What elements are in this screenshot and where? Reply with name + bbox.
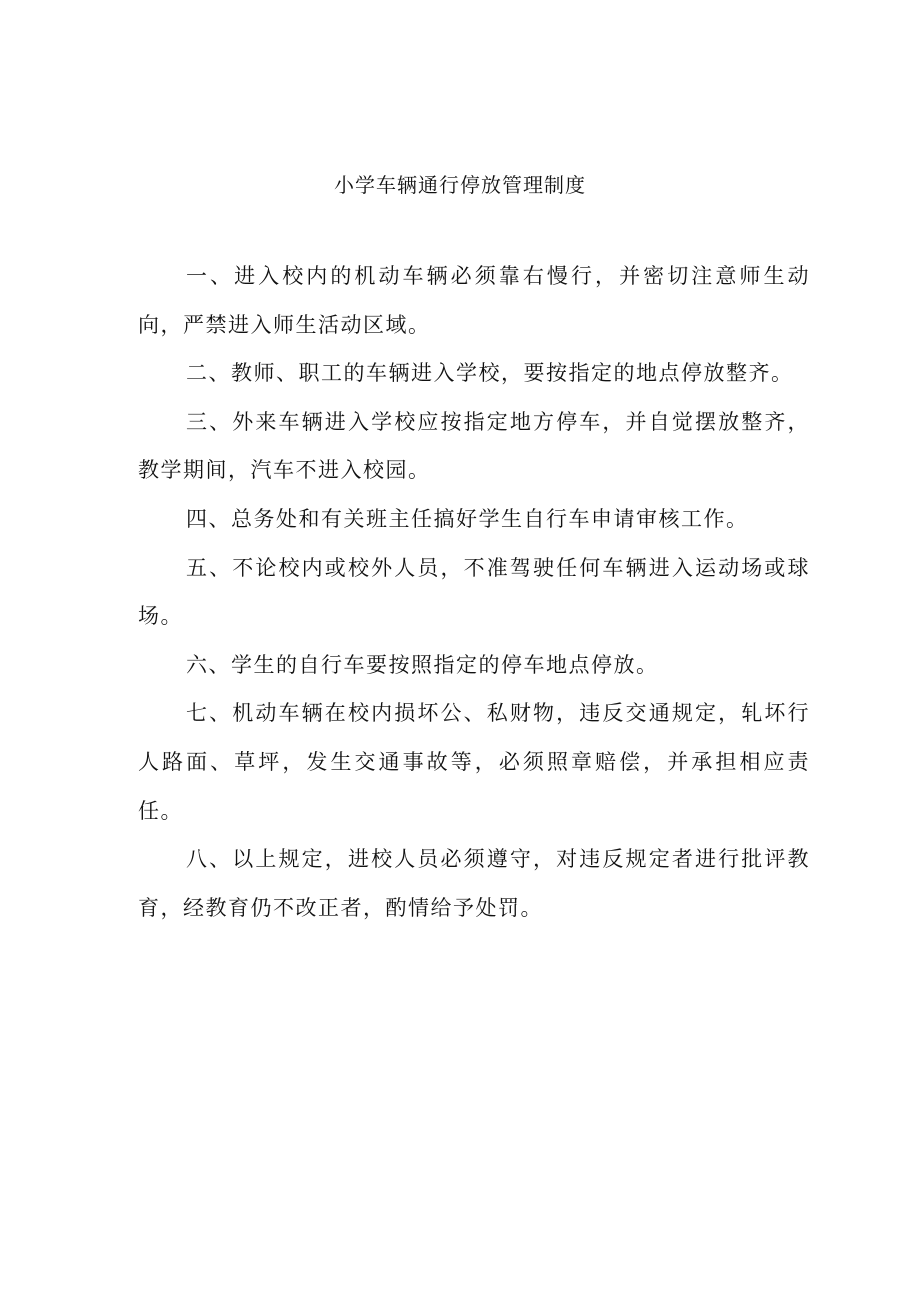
document-title: 小学车辆通行停放管理制度 (334, 173, 586, 197)
rule-paragraph-4: 四、总务处和有关班主任搞好学生自行车申请审核工作。 (186, 506, 749, 531)
rule-paragraph-7: 七、机动车辆在校内损坏公、私财物，违反交通规定，轧坏行人路面、草坪，发生交通事故等，必须照章赔偿，并承担相应责任。 (138, 701, 810, 823)
rule-paragraph-8: 八、以上规定，进校人员必须遵守，对违反规定者进行批评教育，经教育仍不改正者，酌情给予处罚。 (138, 847, 810, 920)
document-body (138, 252, 810, 932)
rule-paragraph-3: 三、外来车辆进入学校应按指定地方停车，并自觉摆放整齐，教学期间，汽车不进入校园。 (138, 409, 810, 483)
rule-paragraph-1: 一、进入校内的机动车辆必须靠右慢行，并密切注意师生动向，严禁进入师生活动区域。 (138, 264, 810, 337)
rule-paragraph-6: 六、学生的自行车要按照指定的停车地点停放。 (186, 652, 659, 677)
rule-paragraph-2: 二、教师、职工的车辆进入学校，要按指定的地点停放整齐。 (186, 361, 794, 386)
rule-paragraph-5: 五、不论校内或校外人员，不准驾驶任何车辆进入运动场或球场。 (138, 555, 810, 629)
